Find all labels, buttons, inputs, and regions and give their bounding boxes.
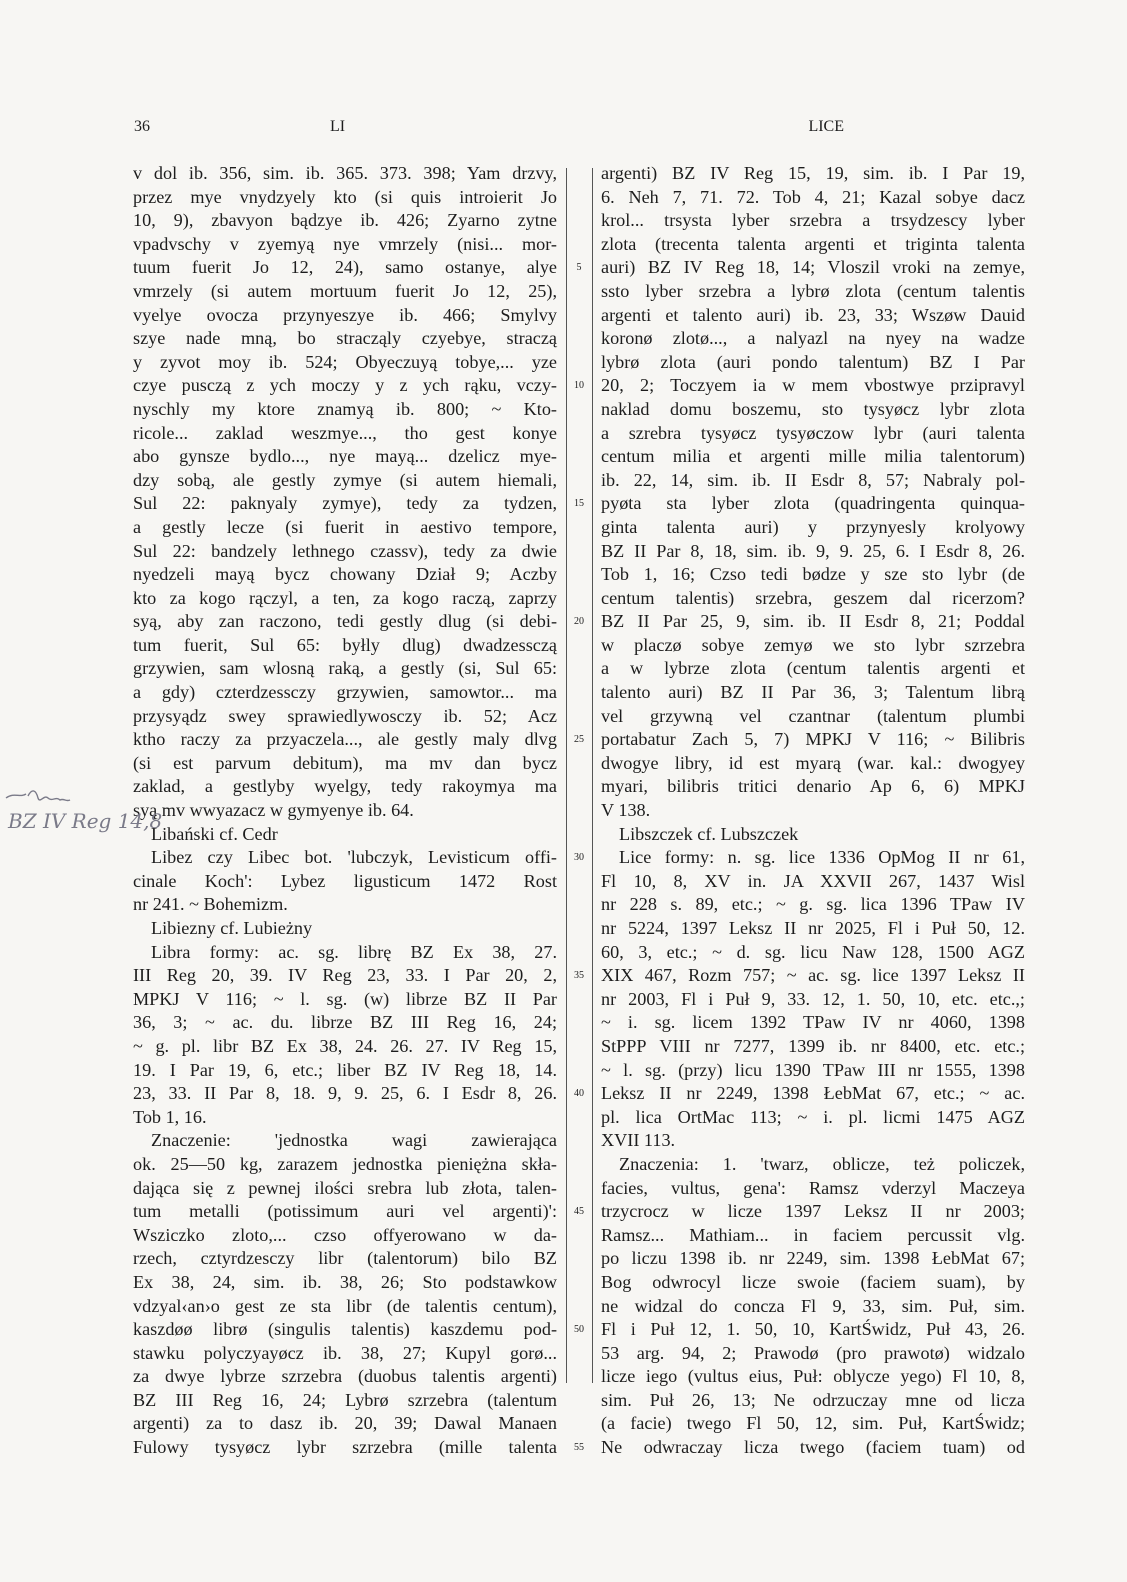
text-line: zlota (trecenta talenta argenti et triginta talenta — [601, 233, 1025, 254]
handwritten-note-glyphs: BZ IV Reg 14,8 — [8, 809, 163, 833]
text-line: tum metalli (potissimum auri vel argenti)': — [133, 1201, 557, 1222]
line-number: 15 — [574, 498, 584, 510]
text-line: licze iego (vultus eius, Puł: oblycze yego) Fl 10, 8, — [601, 1366, 1025, 1387]
text-line: Sul 22: bandzely lethnego czassv), tedy za dwie — [133, 540, 557, 561]
text-line: argenti) za to dasz ib. 20, 39; Dawal Manaen — [133, 1413, 557, 1434]
text-line: v dol ib. 356, sim. ib. 365. 373. 398; Yam drzvy, — [133, 163, 557, 183]
text-line: w placzø sobye zemyø we sto lybr szrzebra — [601, 634, 1025, 655]
text-line: syą, aby zan raczono, tedi gestly dlug (si debi- — [133, 611, 557, 632]
text-line: ne widzal do concza Fl 9, 33, sim. Puł, sim. — [601, 1295, 1025, 1316]
line-number: 20 — [574, 616, 584, 628]
text-line: cinale Koch': Lybez ligusticum 1472 Rost — [133, 870, 557, 891]
text-line: myari, bilibris tritici denario Ap 6, 6) MPKJ — [601, 776, 1025, 797]
text-line: nr 2003, Fl i Puł 9, 33. 12, 1. 50, 10, etc. etc.,; — [601, 988, 1025, 1009]
text-line: tum fuerit, Sul 65: byłly dlug) dwadzessczą — [133, 634, 557, 655]
text-line: zaklad, a gestlyby wyelgy, tedy rakoymya ma — [133, 776, 557, 797]
running-head-right: LICE — [808, 118, 844, 135]
text-line: talento auri) BZ II Par 36, 3; Talentum librą — [601, 682, 1025, 703]
text-line: a gestly lecze (si fuerit in aestivo tempore, — [133, 516, 557, 537]
text-line: nyedzeli mayą bycz chowany Dział 9; Aczby — [133, 564, 557, 585]
text-line: ktho raczy za przyaczela..., ale gestly maly dlvg — [133, 729, 557, 750]
left-column — [133, 162, 557, 1460]
text-line: portabatur Zach 5, 7) MPKJ V 116; ~ Bilibris — [601, 729, 1025, 750]
text-line: auri) BZ IV Reg 18, 14; Vloszil vroki na zemye, — [601, 257, 1025, 278]
text-line: III Reg 20, 39. IV Reg 23, 33. I Par 20, 2, — [133, 965, 557, 986]
text-line: ib. 22, 14, sim. ib. II Esdr 8, 57; Nabraly pol- — [601, 469, 1025, 490]
text-line: trzycrocz w licze 1397 Leksz II nr 2003; — [601, 1201, 1025, 1222]
text-line: nr 228 s. 89, etc.; ~ g. sg. lica 1396 TPaw IV — [601, 894, 1025, 915]
text-line: przez mye vnydzyely kto (si quis introierit Jo — [133, 186, 557, 207]
line-number: 50 — [574, 1324, 584, 1336]
right-column — [601, 162, 1025, 1460]
text-line: ricole... zaklad weszmye..., tho gest konye — [133, 422, 557, 443]
text-line: Tob 1, 16; Czso tedi bødze y sze sto lybr (de — [601, 564, 1025, 585]
text-line: krol... trsysta lyber srzebra a trsydzescy lyber — [601, 210, 1025, 231]
text-line: (si est parvum debitum), ma mv dan bycz — [133, 752, 557, 773]
text-line: 23, 33. II Par 8, 18. 9, 9. 25, 6. I Esdr 8, 26. — [133, 1083, 557, 1104]
text-line: BZ II Par 8, 18, sim. ib. 9, 9. 25, 6. I Esdr 8, 26. — [601, 540, 1025, 561]
text-line: ~ g. pl. libr BZ Ex 38, 24. 26. 27. IV Reg 15, — [133, 1035, 557, 1056]
text-line: a w lybrze zlota (centum talentis argenti et — [601, 658, 1025, 679]
text-line: 36, 3; ~ ac. du. librze BZ III Reg 16, 24; — [133, 1012, 557, 1033]
text-line: Leksz II nr 2249, 1398 ŁebMat 67, etc.; ~ ac. — [601, 1083, 1025, 1104]
text-line: 60, 3, etc.; ~ d. sg. licu Naw 128, 1500 AGZ — [601, 941, 1025, 962]
text-line: Ne odwraczay licza twego (faciem tuam) od — [601, 1437, 1025, 1458]
line-number: 5 — [576, 262, 582, 274]
page-header — [134, 118, 844, 142]
text-line: dająca się z pewnej ilości srebra lub złota, talen- — [133, 1177, 557, 1198]
text-line: vel grzywną vel czantnar (talentum plumbi — [601, 705, 1025, 726]
text-line: 19. I Par 19, 6, etc.; liber BZ IV Reg 18, 14. — [133, 1059, 557, 1080]
text-line: vpadvschy v zyemyą nye vmrzely (nisi... mor- — [133, 233, 557, 254]
text-line: ginta talenta auri) y przynyesly krolyowy — [601, 516, 1025, 537]
text-line: po liczu 1398 ib. nr 2249, sim. 1398 ŁebMat 67; — [601, 1248, 1025, 1269]
text-line: nyschly my ktore znamyą ib. 800; ~ Kto- — [133, 398, 557, 419]
text-line: XVII 113. — [601, 1130, 676, 1151]
text-line: dwogye libry, id est myarą (war. kal.: dwogyey — [601, 752, 1025, 773]
text-line: sim. Puł 26, 13; Ne odrzuczay mne od licza — [601, 1389, 1025, 1410]
text-line: BZ II Par 25, 9, sim. ib. II Esdr 8, 21; Poddal — [601, 611, 1025, 632]
running-head-left: LI — [330, 118, 346, 135]
text-line: kaszdøø librø (singulis talentis) kaszdemu pod- — [133, 1319, 557, 1340]
text-line: 20, 2; Toczyem ia w mem vbostwye przipravyl — [601, 375, 1025, 396]
text-line: Ramsz... Mathiam... in faciem percussit vlg. — [601, 1224, 1025, 1245]
text-line: ~ i. sg. licem 1392 TPaw IV nr 4060, 1398 — [601, 1012, 1025, 1033]
text-line: Fl i Puł 12, 1. 50, 10, KartŚwidz, Puł 43, 26. — [601, 1319, 1025, 1340]
text-line: Libiezny cf. Lubieżny — [151, 918, 313, 938]
text-line: 6. Neh 7, 71. 72. Tob 4, 21; Kazal sobye dacz — [601, 186, 1025, 207]
line-number: 55 — [574, 1442, 584, 1454]
text-line: argenti) BZ IV Reg 15, 19, sim. ib. I Par 19, — [601, 163, 1025, 183]
text-line: vyelye ovocza przynyeszye ib. 466; Smylvy — [133, 304, 557, 325]
text-line: (a facie) twego Fl 50, 12, sim. Puł, KartŚwidz; — [601, 1413, 1025, 1434]
text-line: Wsziczko zloto,... czso offyerowano w da- — [133, 1224, 557, 1245]
text-line: BZ III Reg 16, 24; Lybrø szrzebra (talentum — [133, 1389, 557, 1410]
text-line: czye pusczą z ych moczy y z ych rąku, vczy- — [133, 375, 557, 396]
text-line: lybrø zlota (auri pondo talentum) BZ I Par — [601, 351, 1025, 372]
line-number: 40 — [574, 1088, 584, 1100]
text-line: nr 5224, 1397 Leksz II nr 2025, Fl i Puł 50, 12. — [601, 918, 1025, 938]
text-line: ok. 25—50 kg, zarazem jednostka pieniężna skła- — [133, 1153, 557, 1174]
column-rule-right — [592, 168, 593, 1383]
text-line: Ex 38, 24, sim. ib. 38, 26; Sto podstawkow — [133, 1271, 557, 1292]
text-line: Libez czy Libec bot. 'lubczyk, Levisticum offi- — [151, 847, 557, 868]
text-line: koronø zlotø..., a nalyazl na nyey na wadze — [601, 328, 1025, 349]
text-line: vmrzely (si autem mortuum fuerit Jo 12, 25), — [133, 280, 557, 301]
text-line: Libszczek cf. Lubszczek — [619, 823, 799, 844]
text-line: pl. lica OrtMac 113; ~ i. pl. licmi 1475 AGZ — [601, 1106, 1025, 1127]
text-line: a szrebra tysyøcz tysyøczow lybr (auri talenta — [601, 422, 1025, 443]
text-line: 10, 9), zbavyon bądzye ib. 426; Zyarno zytne — [133, 210, 557, 231]
line-number: 35 — [574, 970, 584, 982]
text-line: grzywien, sam wlosną raką, a gestly (si, Sul 65: — [133, 658, 557, 679]
handwritten-annotation — [4, 778, 163, 853]
text-line: StPPP VIII nr 7277, 1399 ib. nr 8400, etc. etc.; — [601, 1035, 1025, 1056]
text-line: Znaczenie: 'jednostka wagi zawierająca — [151, 1130, 557, 1151]
text-line: ssto lyber srzebra a lybrø zlota (centum talentis — [601, 280, 1025, 301]
text-line: MPKJ V 116; ~ l. sg. (w) librze BZ II Par — [133, 988, 557, 1009]
text-line: a gdy) czterdzessczy grzywien, samowtor... ma — [133, 682, 557, 703]
text-line: przysyądz swey sprawiedlywosczy ib. 52; Acz — [133, 705, 557, 726]
text-line: V 138. — [601, 800, 651, 821]
text-line: abo gynsze bydlo..., nye mayą... dzelicz mye- — [133, 446, 557, 467]
text-line: XIX 467, Rozm 757; ~ ac. sg. lice 1397 Leksz II — [601, 965, 1025, 986]
text-line: Bog odwrocyl licze swoie (faciem suam), by — [601, 1271, 1025, 1292]
text-line: dzy sobą, ale gestly zymye (si autem hiemali, — [133, 469, 557, 490]
line-number: 10 — [574, 380, 584, 392]
text-line: Libra formy: ac. sg. librę BZ Ex 38, 27. — [151, 941, 557, 962]
text-line: centum milia et argenti mille milia talentorum) — [601, 446, 1025, 467]
line-number: 45 — [574, 1206, 584, 1218]
text-line: nr 241. ~ Bohemizm. — [133, 894, 288, 915]
text-line: naklad domu boszemu, sto tysyøcz lybr zlota — [601, 398, 1025, 419]
text-line: stawku polyczyayøcz ib. 38, 27; Kupyl gorø... — [133, 1342, 557, 1363]
column-rule-left — [566, 168, 567, 1383]
text-line: syą mv wwyazacz w gymyenye ib. 64. — [133, 800, 414, 821]
text-line: rzech, cztyrdzesczy libr (talentorum) bilo BZ — [133, 1248, 557, 1269]
text-line: ~ l. sg. (przy) licu 1390 TPaw III nr 1555, 1398 — [601, 1059, 1025, 1080]
text-line: Fl 10, 8, XV in. JA XXVII 267, 1437 Wisl — [601, 870, 1025, 891]
line-number: 25 — [574, 734, 584, 746]
text-line: centum talentis) srzebra, geszem dal ricerzom? — [601, 587, 1025, 608]
page-number: 36 — [134, 118, 150, 135]
text-line: Tob 1, 16. — [133, 1106, 207, 1127]
text-line: vdzyal‹an›o gest ze sta libr (de talentis centum), — [133, 1295, 557, 1316]
text-line: argenti et talento auri) ib. 23, 33; Wszøw Dauid — [601, 304, 1025, 325]
text-line: za dwye lybrze szrzebra (duobus talentis argenti) — [133, 1366, 557, 1387]
line-number: 30 — [574, 852, 584, 864]
text-line: Libański cf. Cedr — [151, 823, 278, 844]
text-line: Znaczenia: 1. 'twarz, oblicze, też policzek, — [619, 1153, 1025, 1174]
text-line: facies, vultus, gena': Ramsz vderzyl Maczeya — [601, 1177, 1025, 1198]
text-line: tuum fuerit Jo 12, 24), samo ostanye, alye — [133, 257, 557, 278]
text-line: Sul 22: paknyaly zymye), tedy za tydzen, — [133, 493, 557, 514]
text-line: szye nade mną, bo stracząly czyebye, straczą — [133, 328, 557, 349]
text-line: kto za kogo rączyl, a ten, za kogo raczą, zaprzy — [133, 587, 557, 608]
text-line: y zyvot moy ib. 524; Obyeczuyą tobye,... yze — [133, 351, 557, 372]
text-line: pyøta sta lyber zlota (quadringenta quinqua- — [601, 493, 1025, 514]
text-line: Fulowy tysyøcz lybr szrzebra (mille talenta — [133, 1437, 557, 1458]
text-line: Lice formy: n. sg. lice 1336 OpMog II nr 61, — [619, 847, 1025, 868]
text-line: 53 arg. 94, 2; Prawodø (pro prawotø) widzalo — [601, 1342, 1025, 1363]
